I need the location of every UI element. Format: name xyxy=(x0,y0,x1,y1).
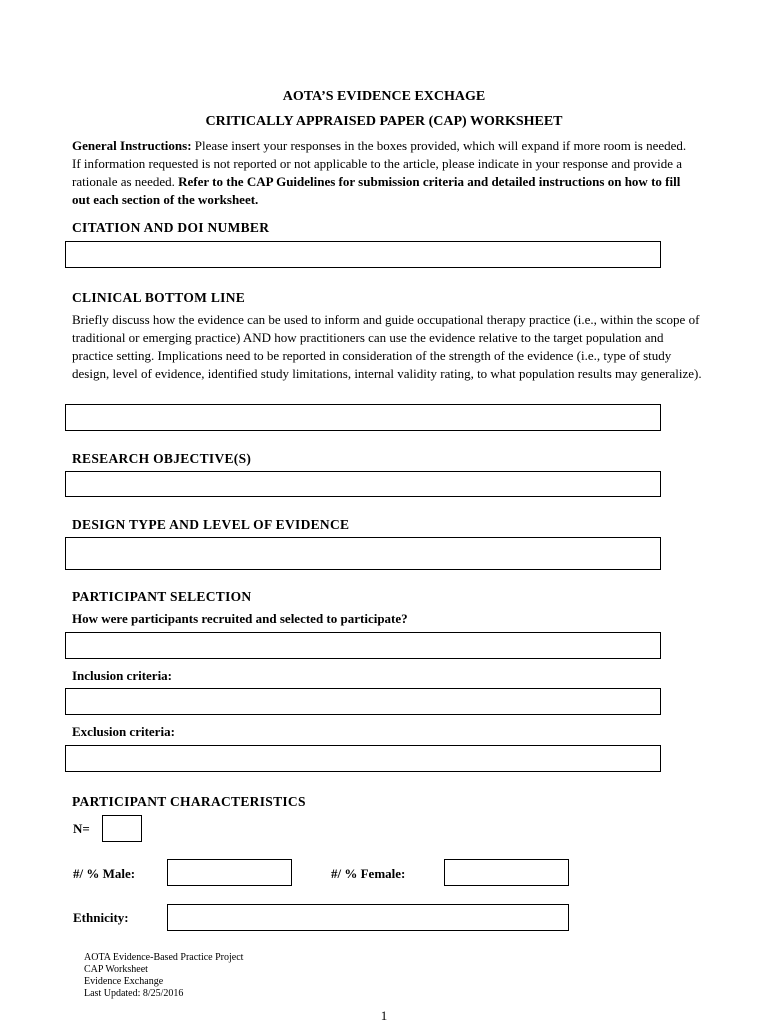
bottom-line-heading: CLINICAL BOTTOM LINE xyxy=(72,290,246,305)
n-input-box[interactable] xyxy=(102,815,142,842)
footer-line-project: AOTA Evidence-Based Practice Project xyxy=(84,952,244,963)
characteristics-heading: PARTICIPANT CHARACTERISTICS xyxy=(72,794,306,809)
bottom-line-description: Briefly discuss how the evidence can be used to inform and guide occupational therapy practice (i.e., within the scope of traditional or emerging practice) AND how practitioners can use the evidence relative to the target population and practice setting. Implications need to be reported in consideration of the strength of the evidence (i.e., type of study design, level of evidence, identified study limitations, internal validity rating, to what population results may generalize). xyxy=(72,312,702,381)
exclusion-input-box[interactable] xyxy=(65,745,661,772)
exclusion-label: Exclusion criteria: xyxy=(72,724,175,739)
bottom-line-input-box[interactable] xyxy=(65,404,661,431)
footer-line-exchange: Evidence Exchange xyxy=(84,976,164,987)
recruitment-input-box[interactable] xyxy=(65,632,661,659)
male-label: #/ % Male: xyxy=(73,866,136,881)
inclusion-label: Inclusion criteria: xyxy=(72,668,173,683)
objectives-input-box[interactable] xyxy=(65,471,661,497)
citation-heading: CITATION AND DOI NUMBER xyxy=(72,220,270,235)
instructions-bold-text: Refer to the CAP Guidelines for submission criteria and detailed instructions on how to fill out each section of the worksheet. xyxy=(72,174,681,207)
design-input-box[interactable] xyxy=(65,537,661,570)
instructions-label: General Instructions: xyxy=(72,138,192,153)
footer-line-updated: Last Updated: 8/25/2016 xyxy=(84,988,184,999)
objectives-heading: RESEARCH OBJECTIVE(S) xyxy=(72,451,252,466)
general-instructions xyxy=(72,137,697,209)
instructions-text: Please insert your responses in the boxes provided, which will expand if more room is needed. If information requested is not reported or not applicable to the article, please indicate in your response and provide a rationale as needed. xyxy=(72,138,687,189)
citation-input-box[interactable] xyxy=(65,241,661,268)
document-title: AOTA’S EVIDENCE EXCHAGE xyxy=(282,89,486,104)
footer-block xyxy=(84,952,243,1000)
inclusion-input-box[interactable] xyxy=(65,688,661,715)
page-number: 1 xyxy=(380,1008,388,1023)
ethnicity-input-box[interactable] xyxy=(167,904,569,931)
recruitment-question: How were participants recruited and selected to participate? xyxy=(72,611,408,626)
worksheet-title: CRITICALLY APPRAISED PAPER (CAP) WORKSHEET xyxy=(205,114,563,129)
design-heading: DESIGN TYPE AND LEVEL OF EVIDENCE xyxy=(72,517,350,532)
female-input-box[interactable] xyxy=(444,859,569,886)
n-label: N= xyxy=(73,821,90,836)
footer-line-worksheet: CAP Worksheet xyxy=(84,964,148,975)
female-label: #/ % Female: xyxy=(331,866,406,881)
ethnicity-label: Ethnicity: xyxy=(73,910,129,925)
selection-heading: PARTICIPANT SELECTION xyxy=(72,589,252,604)
male-input-box[interactable] xyxy=(167,859,292,886)
